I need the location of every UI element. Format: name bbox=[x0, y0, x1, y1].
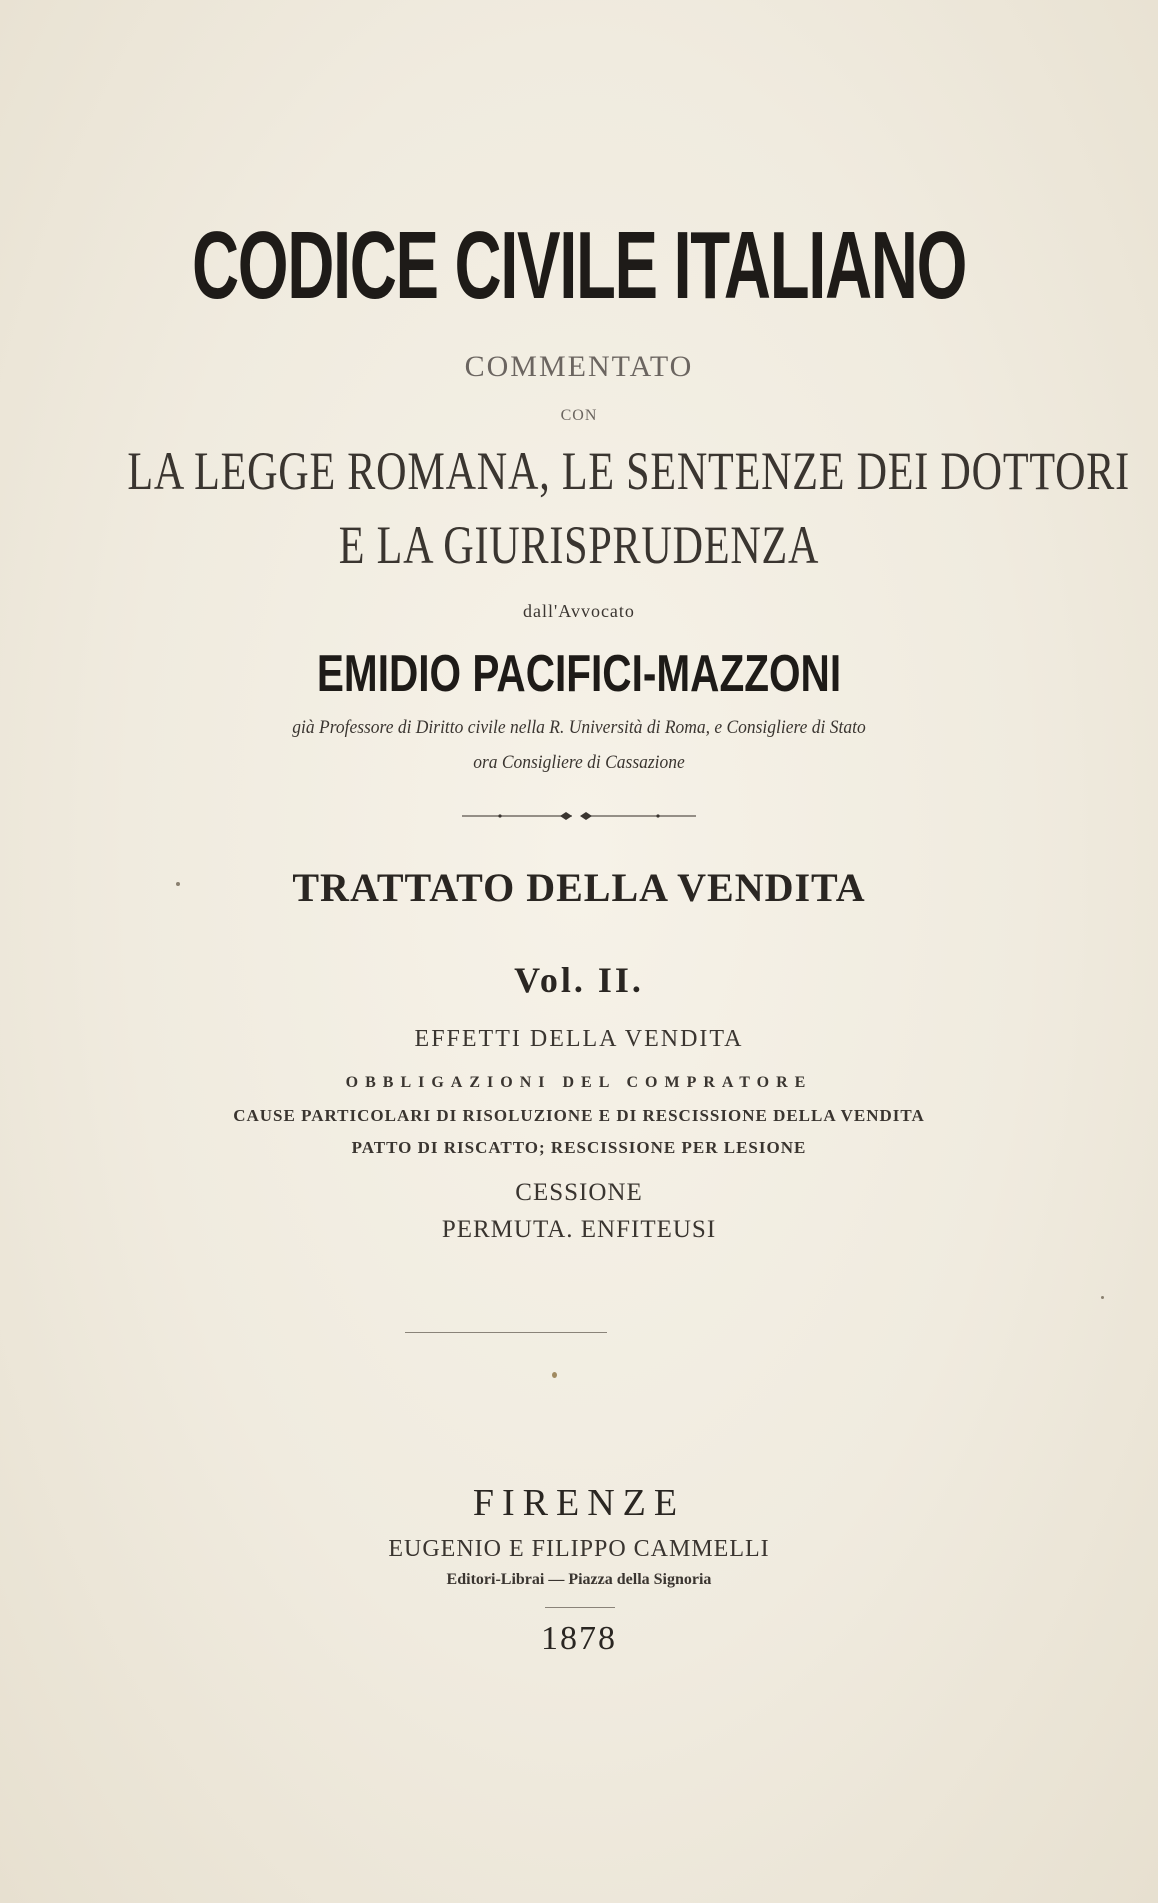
volume-number: Vol. II. bbox=[514, 960, 644, 1000]
author-prefix: dall'Avvocato bbox=[523, 601, 635, 621]
contents-line-6: PERMUTA. ENFITEUSI bbox=[441, 1216, 717, 1243]
subtitle: COMMENTATO bbox=[464, 350, 694, 383]
work-title: TRATTATO DELLA VENDITA bbox=[292, 865, 866, 910]
imprint-rule bbox=[545, 1607, 615, 1608]
contents-line-2: OBBLIGAZIONI DEL COMPRATORE bbox=[345, 1074, 813, 1091]
imprint-city: FIRENZE bbox=[472, 1482, 686, 1524]
contents-line-5: CESSIONE bbox=[515, 1179, 643, 1206]
author-role-2: ora Consigliere di Cassazione bbox=[473, 752, 685, 773]
book-title: CODICE CIVILE ITALIANO bbox=[191, 212, 966, 319]
paper-speck bbox=[552, 1372, 557, 1378]
subject-line-1: LA LEGGE ROMANA, LE SENTENZE DEI DOTTORI bbox=[127, 441, 1130, 501]
connector-word: CON bbox=[560, 407, 598, 424]
contents-line-4: PATTO DI RISCATTO; RESCISSIONE PER LESIONE bbox=[351, 1138, 807, 1157]
paper-speck bbox=[176, 882, 180, 886]
imprint-publisher: EUGENIO E FILIPPO CAMMELLI bbox=[388, 1536, 770, 1562]
author-name: EMIDIO PACIFICI-MAZZONI bbox=[316, 645, 842, 703]
subject-line-2: E LA GIURISPRUDENZA bbox=[338, 515, 820, 575]
paper-speck bbox=[1101, 1296, 1104, 1299]
contents-line-3: CAUSE PARTICOLARI DI RISOLUZIONE E DI RESCISSIONE DELLA VENDITA bbox=[233, 1106, 925, 1125]
imprint-publisher-detail: Editori-Librai — Piazza della Signoria bbox=[446, 1571, 712, 1588]
contents-line-1: EFFETTI DELLA VENDITA bbox=[414, 1026, 744, 1052]
imprint-year: 1878 bbox=[541, 1620, 617, 1657]
author-role-1: già Professore di Diritto civile nella R. Università di Roma, e Consigliere di Stato bbox=[292, 717, 866, 738]
ornament-divider bbox=[0, 810, 1158, 822]
section-rule bbox=[405, 1332, 607, 1333]
